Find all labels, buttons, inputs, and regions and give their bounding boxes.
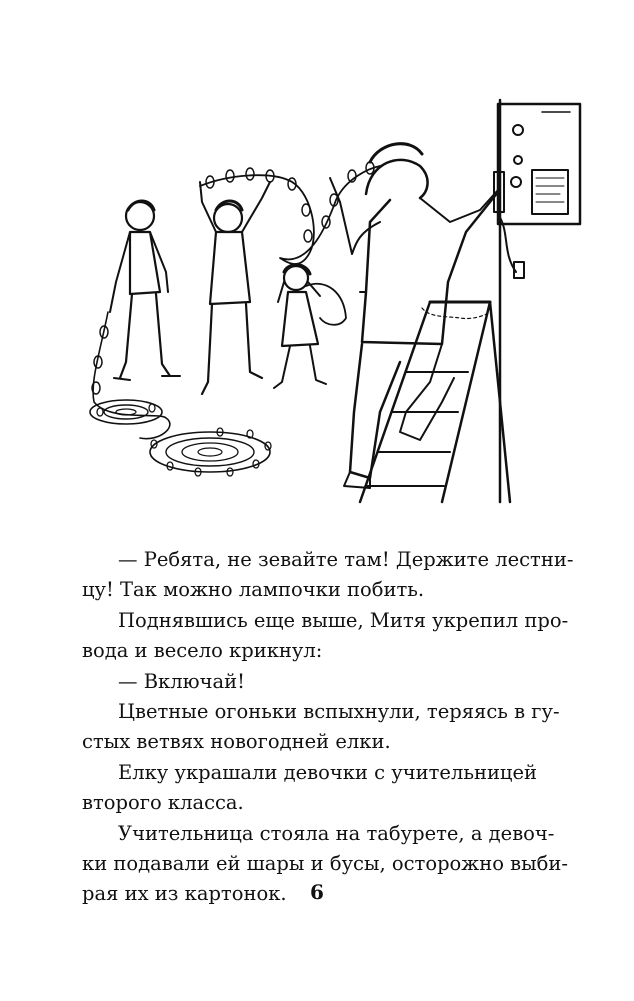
text-line: вода и весело крикнул:	[82, 639, 323, 663]
text-line: рая их из картонок.	[82, 882, 287, 906]
garland-scene-drawing	[70, 82, 590, 512]
paragraph-1	[82, 545, 574, 606]
paragraph-3	[118, 667, 570, 697]
illustration	[70, 82, 590, 512]
text-line: — Включай!	[118, 669, 245, 693]
story-text	[82, 545, 574, 910]
text-line: Учительница стояла на табурете, а девоч-	[118, 821, 555, 845]
text-line: Поднявшись еще выше, Митя укрепил про-	[118, 608, 569, 632]
text-line: ки подавали ей шары и бусы, осторожно выби-	[82, 852, 568, 876]
text-line: Елку украшали девочки с учительницей	[118, 760, 538, 784]
text-line: Цветные огоньки вспыхнули, теряясь в гу-	[118, 700, 560, 724]
text-line: второго класса.	[82, 791, 244, 815]
paragraph-2	[82, 606, 570, 667]
paragraph-5	[82, 758, 570, 819]
text-line: стых ветвях новогодней елки.	[82, 730, 391, 754]
page-number: 6	[310, 880, 324, 904]
paragraph-4	[82, 697, 570, 758]
text-line: — Ребята, не зевайте там! Держите лестни-	[118, 548, 574, 571]
text-line: цу! Так можно лампочки побить.	[82, 578, 425, 602]
